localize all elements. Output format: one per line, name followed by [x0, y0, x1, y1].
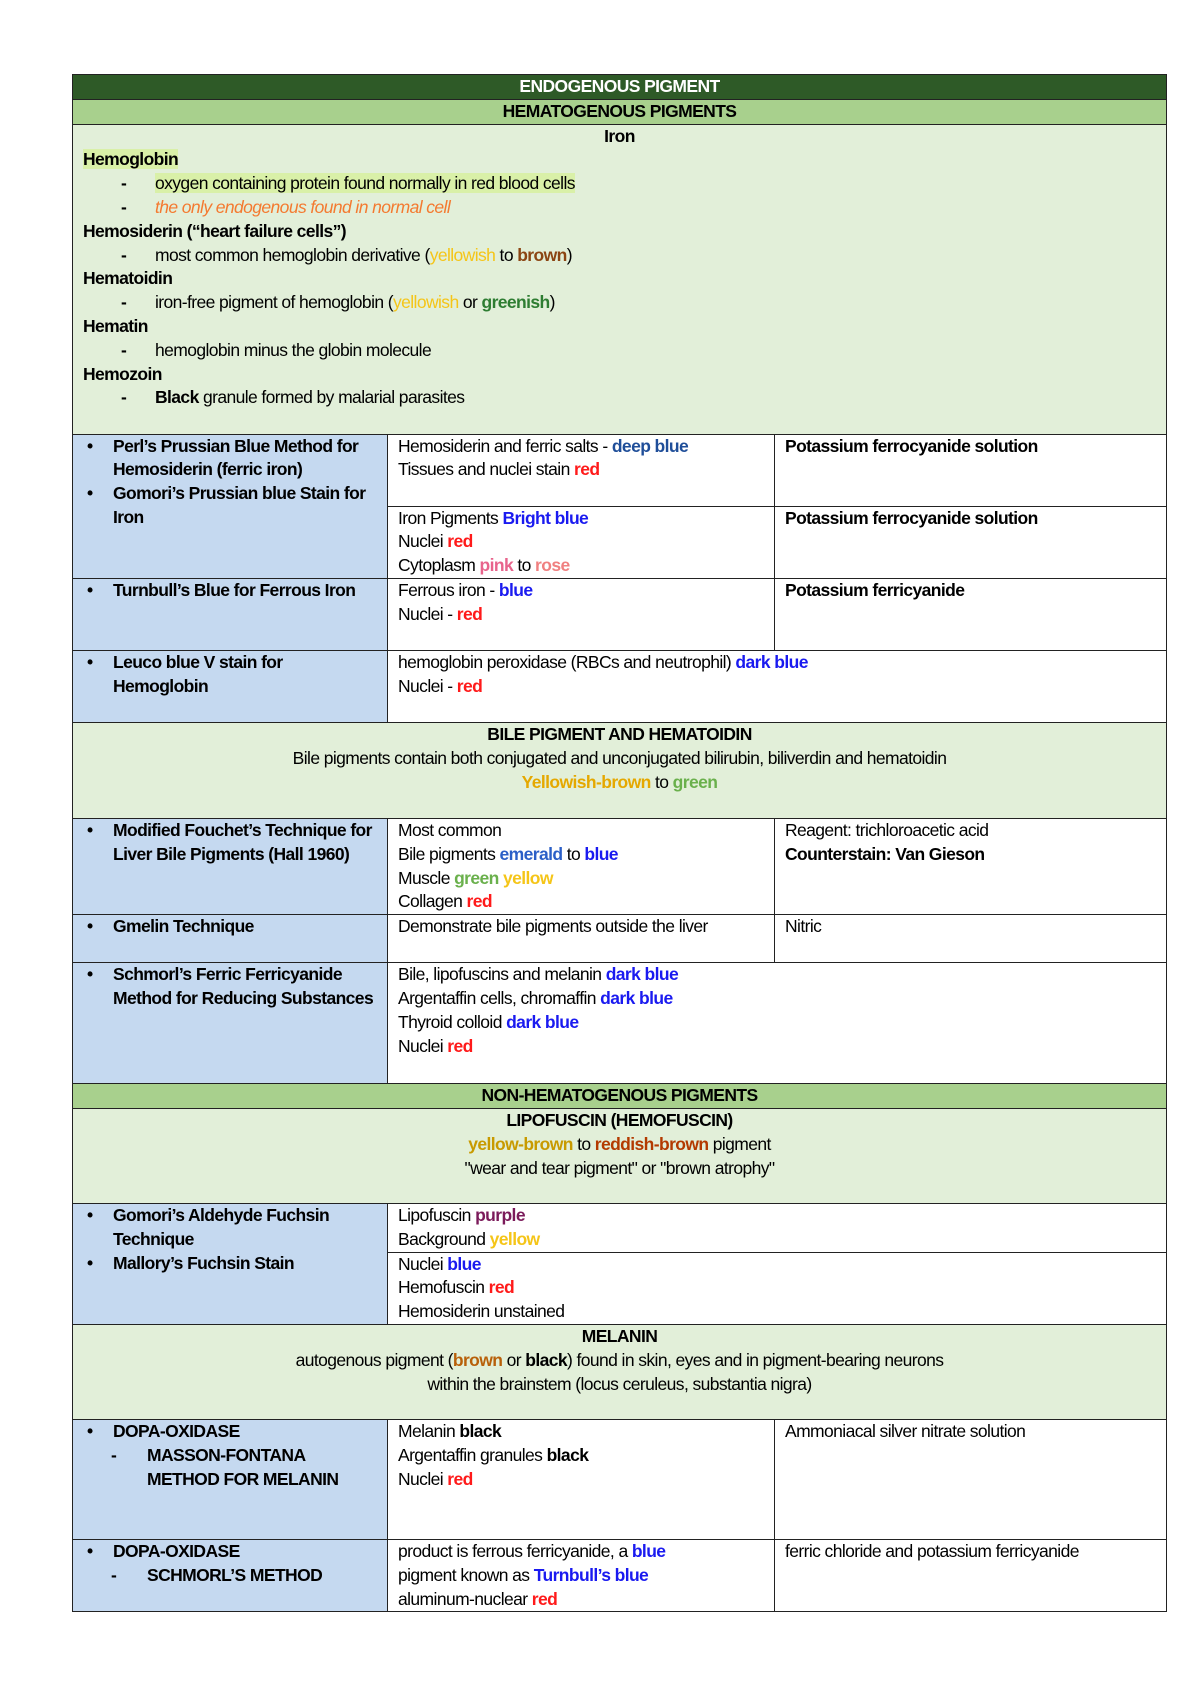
section-header-non-hematogenous: NON-HEMATOGENOUS PIGMENTS: [73, 1084, 1167, 1109]
melanin-section: [73, 1324, 1167, 1419]
melanin-title: MELANIN: [581, 1325, 658, 1346]
stain-name-fouchet: • Modified Fouchet’s Technique for Liver Bile Pigments (Hall 1960): [87, 819, 377, 867]
iron-section: [73, 124, 1167, 434]
stain-sub-masson-fontana: - MASSON-FONTANA METHOD FOR MELANIN: [109, 1444, 377, 1492]
stain-name-gmelin: • Gmelin Technique: [87, 915, 377, 939]
melanin-desc-2: within the brainstem (locus ceruleus, substantia nigra): [427, 1373, 812, 1394]
hemozoin-desc: - Black granule formed by malarial parasites: [83, 386, 1156, 410]
turnbull-result: Ferrous iron - blue Nuclei - red: [388, 578, 775, 650]
lipofuscin-quote: "wear and tear pigment" or "brown atrophy": [464, 1157, 775, 1178]
stain-name-leuco: • Leuco blue V stain for Hemoglobin: [87, 651, 377, 699]
hemosiderin-desc: - most common hemoglobin derivative (yellowish to brown): [83, 244, 1156, 268]
hemosiderin-heading: Hemosiderin (“heart failure cells”): [83, 220, 346, 241]
aldehyde-result: Lipofuscin purple Background yellow: [388, 1203, 1167, 1252]
stain-name-dopa-1: • DOPA-OXIDASE: [87, 1420, 377, 1444]
gomori-result: Iron Pigments Bright blue Nuclei red Cytoplasm pink to rose: [388, 506, 775, 578]
hemoglobin-desc-1: oxygen containing protein found normally in red blood cells: [155, 173, 575, 194]
hematin-heading: Hematin: [83, 315, 148, 336]
hematin-desc: - hemoglobin minus the globin molecule: [83, 339, 1156, 363]
perl-result: Hemosiderin and ferric salts - deep blue Tissues and nuclei stain red: [388, 434, 775, 506]
stain-name-turnbull: • Turnbull’s Blue for Ferrous Iron: [87, 579, 377, 603]
hemoglobin-desc-2: the only endogenous found in normal cell: [155, 196, 451, 217]
gmelin-reagent: Nitric: [775, 915, 1167, 963]
stain-name-perl: • Perl’s Prussian Blue Method for Hemosiderin (ferric iron): [87, 435, 377, 483]
pigment-table-page: [72, 74, 1166, 1612]
stain-sub-schmorl: - SCHMORL’S METHOD: [109, 1564, 377, 1588]
stain-gmelin-cell: [73, 915, 388, 963]
dopa1-reagent: Ammoniacal silver nitrate solution: [775, 1419, 1167, 1539]
stain-name-mallory: • Mallory’s Fuchsin Stain: [87, 1252, 377, 1276]
stain-name-schmorl: • Schmorl’s Ferric Ferricyanide Method for Reducing Substances: [87, 963, 377, 1011]
lipofuscin-section: [73, 1108, 1167, 1203]
fouchet-result: Most common Bile pigments emerald to blue Muscle green yellow Collagen red: [388, 818, 775, 914]
lipofuscin-title: LIPOFUSCIN (HEMOFUSCIN): [506, 1109, 733, 1130]
stain-dopa-schmorl-cell: [73, 1539, 388, 1611]
stain-turnbull-cell: [73, 578, 388, 650]
bile-colors: Yellowish-brown to green: [521, 771, 718, 792]
hemoglobin-heading: Hemoglobin: [83, 149, 179, 170]
schmorl-result: Bile, lipofuscins and melanin dark blue Argentaffin cells, chromaffin dark blue Thyroid colloid dark blue Nuclei red: [388, 963, 1167, 1084]
bile-section: [73, 722, 1167, 818]
stain-fouchet-cell: [73, 818, 388, 914]
dopa2-result: product is ferrous ferricyanide, a blue pigment known as Turnbull’s blue aluminum-nuclear red: [388, 1539, 775, 1611]
stain-perl-gomori-cell: [73, 434, 388, 578]
gomori-reagent: Potassium ferrocyanide solution: [775, 506, 1167, 578]
lipofuscin-colors: yellow-brown to reddish-brown pigment: [468, 1133, 771, 1154]
perl-reagent: Potassium ferrocyanide solution: [775, 434, 1167, 506]
hemozoin-heading: Hemozoin: [83, 363, 162, 384]
bile-desc: Bile pigments contain both conjugated and unconjugated bilirubin, biliverdin and hematoidin: [292, 747, 947, 768]
hematoidin-heading: Hematoidin: [83, 268, 173, 289]
stain-name-gomori: • Gomori’s Prussian blue Stain for Iron: [87, 482, 377, 530]
mallory-result: Nuclei blue Hemofuscin red Hemosiderin unstained: [388, 1252, 1167, 1324]
hematoidin-desc: - iron-free pigment of hemoglobin (yellowish or greenish): [83, 291, 1156, 315]
dopa2-reagent: ferric chloride and potassium ferricyanide: [775, 1539, 1167, 1611]
turnbull-reagent: Potassium ferricyanide: [775, 578, 1167, 650]
table-title: ENDOGENOUS PIGMENT: [73, 75, 1167, 100]
stain-schmorl-cell: [73, 963, 388, 1084]
stain-dopa-masson-cell: [73, 1419, 388, 1539]
iron-title: Iron: [604, 125, 635, 146]
pigment-table: [72, 74, 1167, 1612]
stain-name-aldehyde-fuchsin: • Gomori’s Aldehyde Fuchsin Technique: [87, 1204, 377, 1252]
dopa1-result: Melanin black Argentaffin granules black Nuclei red: [388, 1419, 775, 1539]
bile-title: BILE PIGMENT AND HEMATOIDIN: [487, 723, 752, 744]
stain-name-dopa-2: • DOPA-OXIDASE: [87, 1540, 377, 1564]
stain-leuco-cell: [73, 650, 388, 722]
gmelin-result: Demonstrate bile pigments outside the liver: [388, 915, 775, 963]
melanin-desc: autogenous pigment (brown or black) found in skin, eyes and in pigment-bearing neurons: [295, 1349, 944, 1370]
stain-fuchsin-cell: [73, 1203, 388, 1324]
leuco-result: hemoglobin peroxidase (RBCs and neutrophil) dark blue Nuclei - red: [388, 650, 1167, 722]
fouchet-reagent: Reagent: trichloroacetic acid Counterstain: Van Gieson: [775, 818, 1167, 914]
section-header-hematogenous: HEMATOGENOUS PIGMENTS: [73, 99, 1167, 124]
